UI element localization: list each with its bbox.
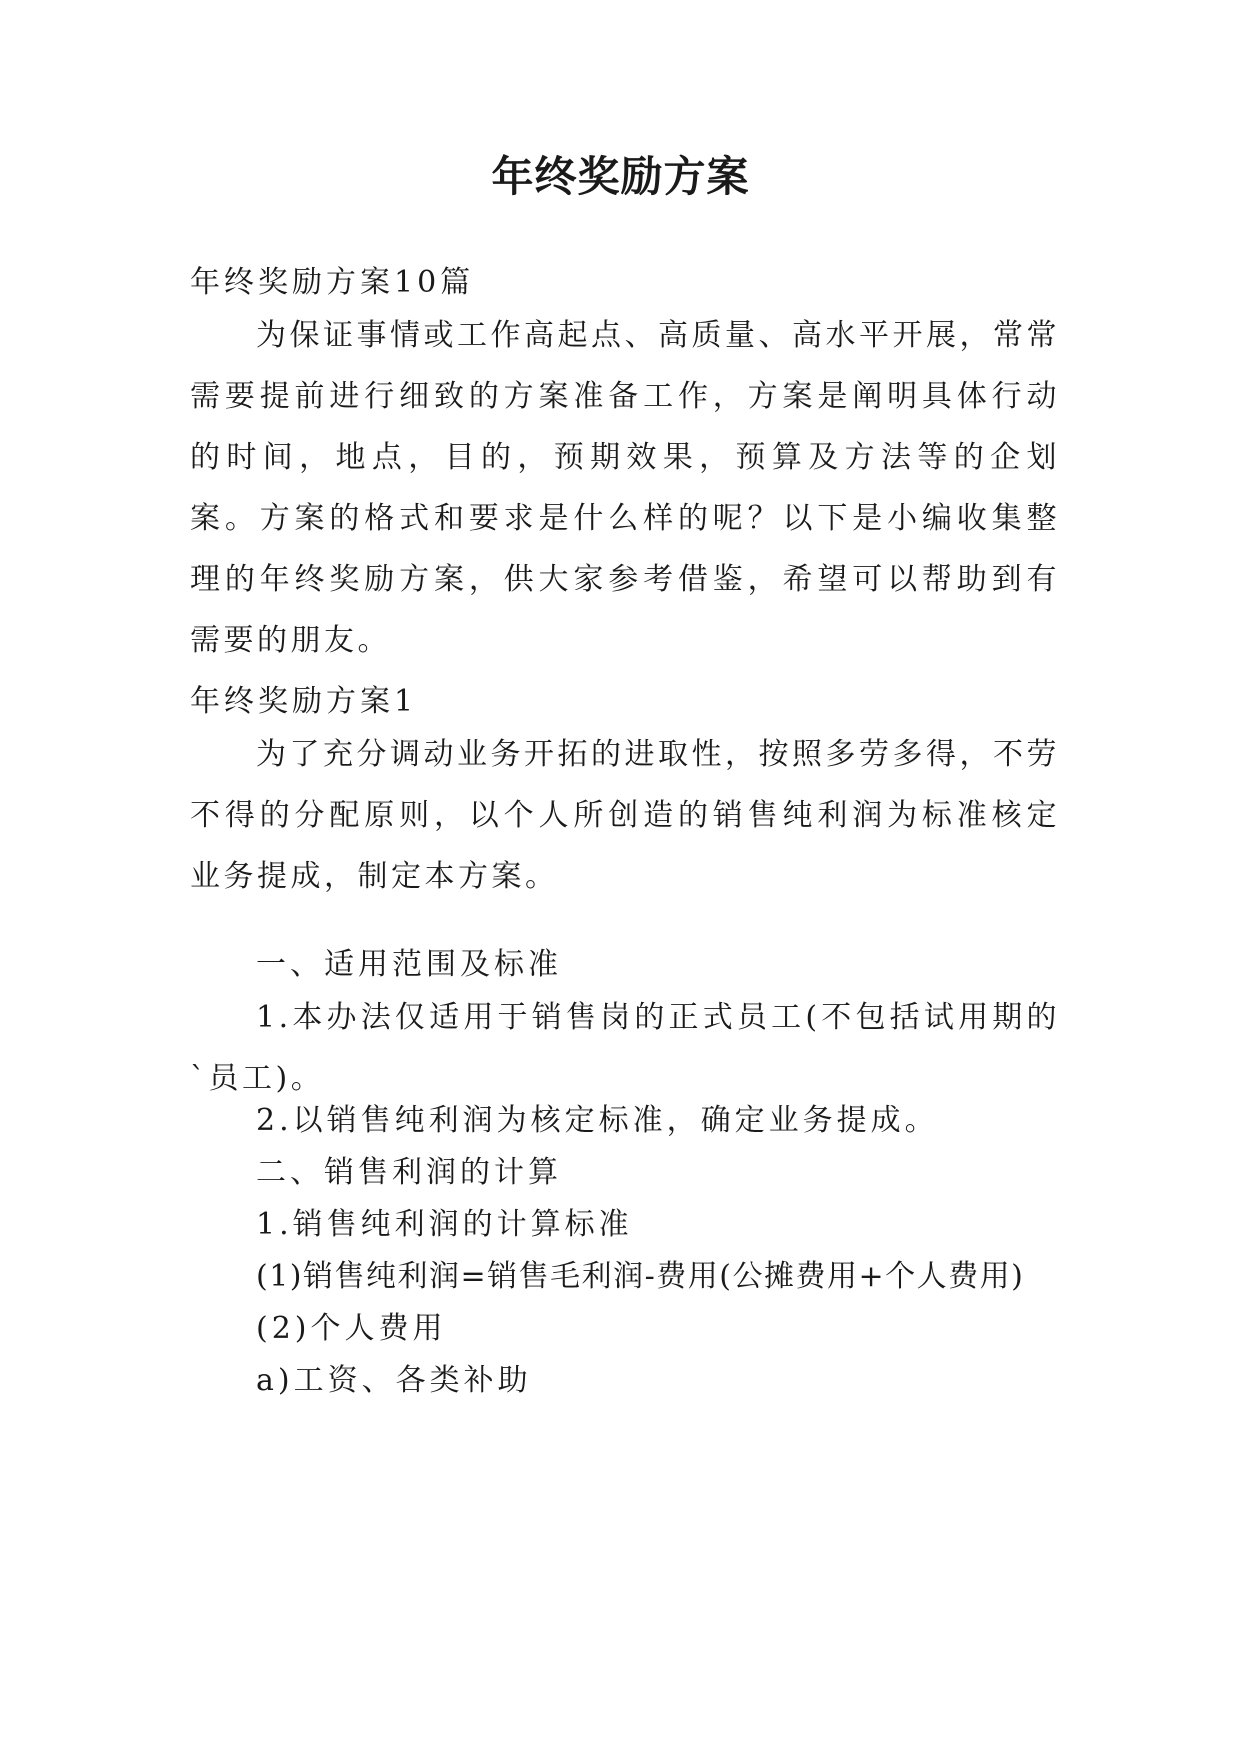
scope-item-2: 2.以销售纯利润为核定标准，确定业务提成。: [256, 1103, 939, 1138]
calc-item-1: 1.销售纯利润的计算标准: [256, 1207, 633, 1242]
section-1-intro-paragraph: 为了充分调动业务开拓的进取性，按照多劳多得，不劳不得的分配原则，以个人所创造的销售纯利润为标准核定业务提成，制定本方案。: [190, 737, 1060, 894]
calc-personal-cost: (2)个人费用: [256, 1311, 447, 1346]
calc-formula: (1)销售纯利润=销售毛利润-费用(公摊费用+个人费用): [256, 1259, 1025, 1294]
scope-item-1: 1.本办法仅适用于销售岗的正式员工(不包括试用期的`员工)。: [190, 1000, 1060, 1096]
calc-item-a: a)工资、各类补助: [256, 1363, 532, 1398]
document-subtitle: 年终奖励方案10篇: [190, 265, 475, 300]
scope-heading: 一、适用范围及标准: [256, 947, 562, 982]
document-title: 年终奖励方案: [491, 152, 750, 201]
calc-heading: 二、销售利润的计算: [256, 1155, 562, 1190]
intro-paragraph: 为保证事情或工作高起点、高质量、高水平开展，常常需要提前进行细致的方案准备工作，方案是阐明具体行动的时间，地点，目的，预期效果，预算及方法等的企划案。方案的格式和要求是什么样的呢？以下是小编收集整理的年终奖励方案，供大家参考借鉴，希望可以帮助到有需要的朋友。: [190, 318, 1060, 658]
section-1-heading: 年终奖励方案1: [190, 684, 418, 719]
